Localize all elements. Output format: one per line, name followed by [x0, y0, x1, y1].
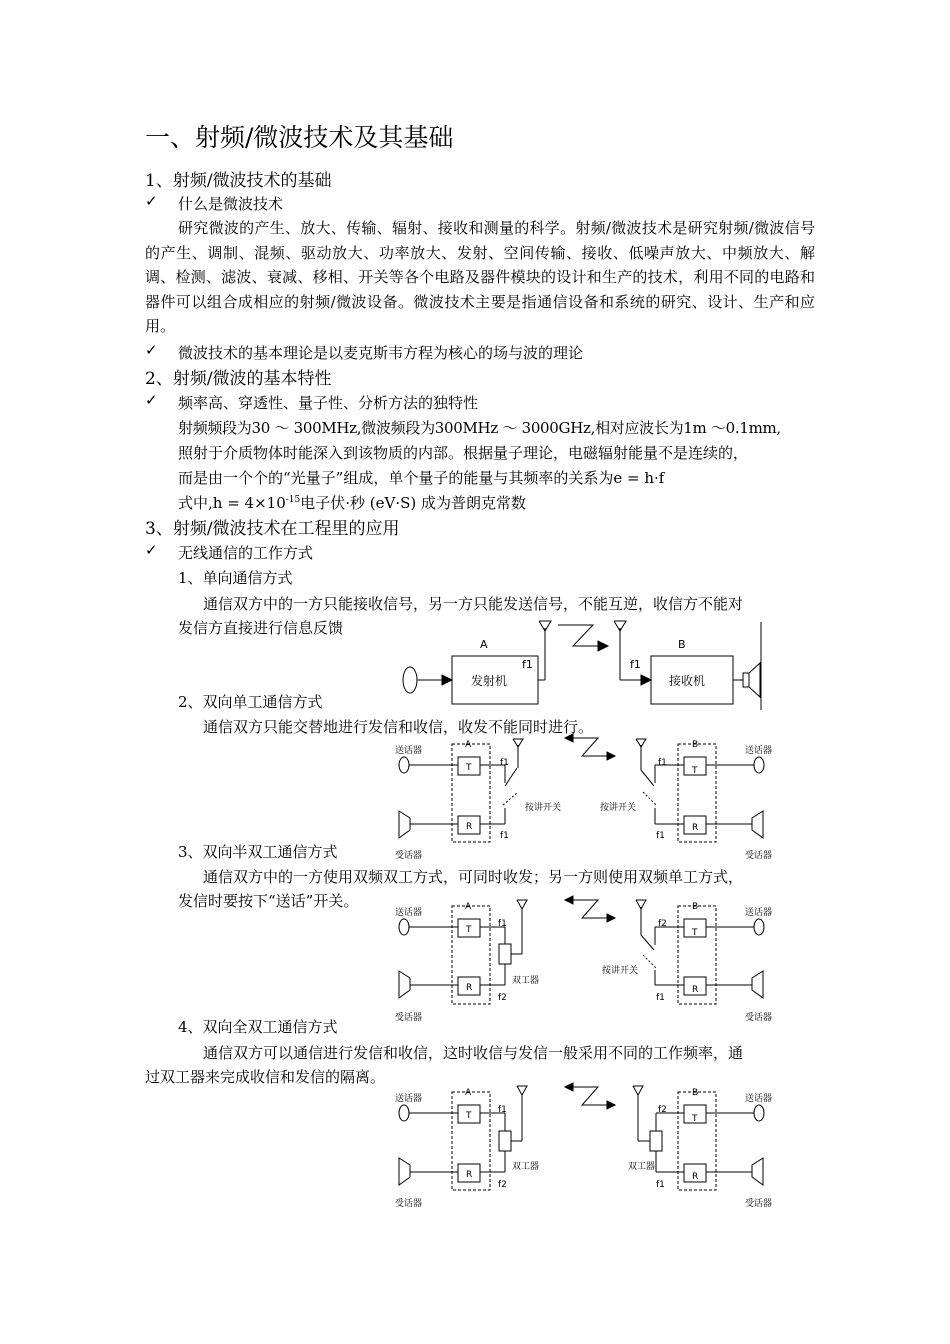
label-B: B: [692, 902, 699, 912]
label-B: B: [692, 740, 699, 750]
label-f1: f1: [630, 658, 641, 671]
label-f2: f2: [498, 993, 507, 1003]
speaker-label: 受话器: [745, 1013, 773, 1023]
receiver-label: 接收机: [669, 674, 706, 688]
label-f1: f1: [656, 993, 665, 1003]
text-line: 发信时要按下“送话”开关。: [178, 892, 359, 910]
mode-title: 1、单向通信方式: [178, 569, 293, 587]
label-f2: f2: [658, 1105, 667, 1115]
label-R: R: [692, 985, 699, 995]
label-A: A: [480, 638, 488, 651]
bullet-text: 什么是微波技术: [178, 195, 284, 213]
label-R: R: [466, 1170, 473, 1180]
label-T: T: [466, 925, 472, 935]
mic-label: 送话器: [745, 1094, 773, 1104]
label-A: A: [465, 902, 472, 912]
page-title: 一、射频/微波技术及其基础: [145, 123, 454, 152]
label-f2: f2: [658, 919, 667, 929]
label-A: A: [465, 1088, 472, 1098]
mic-label: 送话器: [745, 908, 773, 918]
speaker-label: 受话器: [395, 1013, 423, 1023]
transmitter-label: 发射机: [471, 674, 508, 688]
bullet-text: 频率高、穿透性、量子性、分析方法的独特性: [178, 394, 479, 412]
text-line: 射频频段为30 ～ 300MHz,微波频段为300MHz ～ 3000GHz,相对应波长为1m ～0.1mm,: [178, 419, 781, 437]
mode-title: 2、双向单工通信方式: [178, 693, 323, 711]
speaker-label: 受话器: [745, 851, 773, 861]
text-line: 而是由一个个的“光量子”组成，单个量子的能量与其频率的关系为e = h·f: [178, 469, 665, 487]
half-duplex-diagram: [390, 895, 780, 1025]
label-T: T: [692, 1114, 698, 1124]
bullet-text: 无线通信的工作方式: [178, 544, 314, 562]
label-f1: f1: [500, 831, 509, 841]
bullet-check-icon: ✓: [145, 541, 158, 559]
speaker-label: 受话器: [395, 1199, 423, 1209]
simplex-diagram: [395, 615, 775, 715]
mic-label: 送话器: [395, 1094, 423, 1104]
label-f1: f1: [656, 1180, 665, 1190]
section-heading-3: 3、射频/微波技术在工程里的应用: [145, 519, 400, 539]
full-duplex-diagram: [390, 1080, 780, 1210]
formula-exponent: -15: [285, 495, 301, 505]
label-f1: f1: [500, 758, 509, 768]
text-line: 过双工器来完成收信和发信的隔离。: [145, 1068, 386, 1086]
label-f1: f1: [658, 758, 667, 768]
mode-title: 4、双向全双工通信方式: [178, 1018, 338, 1036]
mic-label: 送话器: [395, 908, 423, 918]
label-R: R: [466, 822, 473, 832]
label-B: B: [678, 638, 686, 651]
duplexer-label: 双工器: [512, 1162, 540, 1172]
text-line: 通信双方只能交替地进行发信和收信，收发不能同时进行。: [203, 718, 594, 736]
section-heading-1: 1、射频/微波技术的基础: [145, 171, 332, 191]
ptt-label: 按讲开关: [525, 803, 562, 813]
label-R: R: [692, 1172, 699, 1182]
label-f2: f2: [498, 1180, 507, 1190]
bullet-check-icon: ✓: [145, 192, 158, 210]
bullet-check-icon: ✓: [145, 391, 158, 409]
label-A: A: [465, 740, 472, 750]
label-T: T: [692, 766, 698, 776]
label-R: R: [692, 823, 699, 833]
label-R: R: [466, 983, 473, 993]
text-line: 通信双方可以通信进行发信和收信，这时收信与发信一般采用不同的工作频率，通: [203, 1044, 744, 1062]
text-line: [178, 492, 526, 513]
speaker-label: 受话器: [745, 1199, 773, 1209]
ptt-label: 按讲开关: [600, 803, 637, 813]
duplexer-label: 双工器: [512, 976, 540, 986]
label-T: T: [466, 763, 472, 773]
text-line: 照射于介质物体时能深入到该物质的内部。根据量子理论，电磁辐射能量不是连续的，: [178, 444, 749, 462]
label-B: B: [692, 1088, 699, 1098]
ptt-label: 按讲开关: [602, 966, 639, 976]
text-line: 通信双方中的一方使用双频双工方式，可同时收发；另一方则使用双频单工方式，: [203, 868, 744, 886]
bullet-check-icon: ✓: [145, 341, 158, 359]
speaker-label: 受话器: [395, 851, 423, 861]
label-T: T: [466, 1111, 472, 1121]
bullet-text: 微波技术的基本理论是以麦克斯韦方程为核心的场与波的理论: [178, 344, 584, 362]
simplex-twoway-diagram: [390, 733, 780, 863]
text-line: 通信双方中的一方只能接收信号，另一方只能发送信号，不能互逆，收信方不能对: [203, 595, 744, 613]
mic-label: 送话器: [745, 746, 773, 756]
mode-title: 3、双向半双工通信方式: [178, 843, 338, 861]
label-f1: f1: [522, 658, 533, 671]
section-heading-2: 2、射频/微波的基本特性: [145, 369, 332, 389]
paragraph: 研究微波的产生、放大、传输、辐射、接收和测量的科学。射频/微波技术是研究射频/微波信号的产生、调制、混频、驱动放大、功率放大、发射、空间传输、接收、低噪声放大、中频放大、解调、检测、滤波、衰减、移相、开关等各个电路及器件模块的设计和生产的技术，利用不同的电路和器件可以组合成相应的射频/微波设备。微波技术主要是指通信设备和系统的研究、设计、生产和应用。: [145, 219, 815, 335]
formula-part: 式中,h = 4×10: [178, 494, 286, 512]
mic-label: 送话器: [395, 746, 423, 756]
label-f1: f1: [656, 831, 665, 841]
label-T: T: [692, 928, 698, 938]
formula-part: 电子伏·秒 (eV·S) 成为普朗克常数: [300, 494, 526, 512]
text-line: 发信方直接进行信息反馈: [178, 619, 344, 637]
label-f1: f1: [498, 919, 507, 929]
label-f1: f1: [498, 1105, 507, 1115]
duplexer-label: 双工器: [628, 1162, 656, 1172]
